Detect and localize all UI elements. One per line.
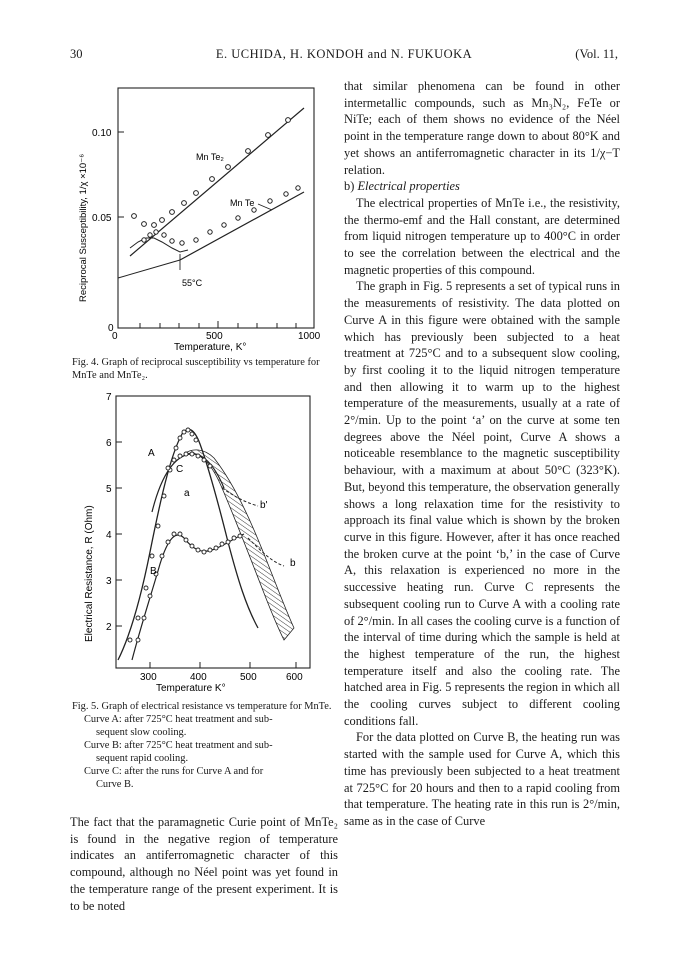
fig4-label-mnte: Mn Te [230,198,255,208]
fig5-x-tick-300: 300 [140,672,157,683]
fig4-low-curve [130,238,188,252]
fig5-curve-b-points [136,532,242,642]
fig4-y-axis-label: Reciprocal Susceptibility, 1/χ ×10⁻⁶ [78,153,89,302]
fig4-x-tick-1000: 1000 [298,331,321,342]
fig4-mnte-points [142,186,300,245]
fig5-caption-curve-a: Curve A: after 725°C heat treatment and sub- [84,714,273,725]
fig5-x-tick-400: 400 [190,672,207,683]
fig5-label-point-b-prime: b' [260,500,268,511]
fig5-y-tick-7: 7 [106,392,112,403]
fig4-y-tick-005: 0.05 [92,213,112,224]
fig5-y-tick-6: 6 [106,438,112,449]
fig5-label-point-a: a [184,488,190,499]
fig5-caption-curve-b-cont: sequent rapid cooling. [96,753,189,764]
fig5-x-tick-600: 600 [286,672,303,683]
fig5-x-axis-label: Temperature K° [156,683,226,694]
fig5-y-ticks [116,442,122,626]
fig5-curve-a [118,429,258,660]
fig4-label-mnte2: Mn Te₂ [196,152,224,162]
fig5-label-point-b: b [290,558,296,569]
section-subheading [344,178,620,195]
fig4-y-tick-010: 0.10 [92,128,112,139]
fig4-x-axis-label: Temperature, K° [174,342,247,352]
running-header [70,47,618,65]
figure-4 [72,80,336,352]
figure-5 [72,392,336,696]
page-number: 30 [70,47,83,61]
running-head-authors: E. UCHIDA, H. KONDOH and N. FUKUOKA [215,47,473,61]
fig4-x-tick-500: 500 [206,331,223,342]
fig5-x-ticks [150,662,296,668]
fig5-caption-curve-c: Curve C: after the runs for Curve A and for [84,766,264,777]
right-paragraph-3: The graph in Fig. 5 represents a set of typical runs in the measurements of resistivity. The data plotted on Curve A in this figure were obtained with the sample which has previously been subjected to a heat treatment at 725°C and to a subsequent slow cooling, by first cooling it to the liquid nitrogen temperature and then allowing it to warm up to the highest temperature of the measurements, usually at a rate of 2°/min. Up to the point ‘a’ on the curve at some ten degrees above the Néel point, Curve A shows a noticeable resemblance to the magnetic susceptibility behaviour, with a maximum at about 50°C (323°K). But, beyond this temperature, the observation generally shows a long relaxation time for the resistivity to approach its final value which is shown by the broken curve in this figure. However, after it has once reached the broken curve at the point ‘b,’ in the case of Curve A, this relaxation is experienced no more in the successive heating run. Curve C represents the subsequent cooling run to Curve A with a cooling rate of 2°/min. In all cases the cooling curve is a function of the interval of time during which the sample is held at the highest temperature of the run, the highest temperature itself and also the cooling rate. The hatched area in Fig. 5 represents the region in which all the cooling curves subject to different cooling conditions fall. [344,279,620,728]
right-paragraph-2: The electrical properties of MnTe i.e., the resistivity, the thermo-emf and the Hall constant, are determined from liquid nitrogen temperature up to 400°C in order to see the correlation between the electrical and the magnetic properties of this compound. [344,195,620,277]
left-column-text [70,814,338,914]
fig5-y-tick-5: 5 [106,484,112,495]
fig5-hatched-area [184,450,294,640]
fig4-x-ticks [140,321,296,328]
figure-5-caption [72,700,334,791]
fig4-x-tick-0: 0 [112,331,118,342]
fig4-mnte2-points [132,118,291,228]
fig5-label-b: B [150,566,157,577]
fig5-label-c: C [176,464,184,475]
fig4-mnte-extrap-line [118,260,180,278]
fig5-x-tick-500: 500 [240,672,257,683]
figure-4-caption: Fig. 4. Graph of reciprocal susceptibility vs temperature for MnTe and MnTe₂. [72,357,320,381]
right-paragraph-1: that similar phenomena can be found in other intermetallic compounds, such as Mn₃N₂, FeTe or NiTe; each of them shows no evidence of the Néel point in the temperature range down to about 80°K and yet shows an antiferromagnetic character in its 1/χ−T relation. [344,79,620,177]
fig4-y-tick-0: 0 [108,323,114,334]
fig4-mnte-pointer [258,204,272,210]
fig5-y-tick-4: 4 [106,530,112,541]
right-paragraph-4: For the data plotted on Curve B, the heating run was started with the sample used for Curve A, which this time has previously been subjected to a heat treatment at 725°C for 20 hours and then to a rapid cooling from that temperature. The heating rate in this run is 2°/min, same as in the case of Curve [344,730,620,828]
fig5-caption-curve-b: Curve B: after 725°C heat treatment and sub- [84,740,273,751]
fig5-curve-a-points [128,428,198,642]
fig5-y-axis-label: Electrical Resistance, R (Ohm) [84,505,95,642]
right-column-text [344,78,620,830]
fig5-y-tick-3: 3 [106,576,112,587]
fig5-caption-curve-a-cont: sequent slow cooling. [96,727,187,738]
subheading-prefix: b) [344,179,355,194]
fig5-label-a: A [148,448,155,459]
fig5-y-tick-2: 2 [106,622,112,633]
left-paragraph: The fact that the paramagnetic Curie point of MnTe₂ is found in the negative region of temperature indicates an antiferromagnetic character of this compound, although no Néel point was yet found in the temperature range of the present experiment. It is to be noted [70,815,338,913]
volume-label: (Vol. 11, [575,47,618,61]
fig4-y-ticks [118,132,124,217]
fig5-caption-title: Fig. 5. Graph of electrical resistance vs temperature for MnTe. [72,701,332,712]
fig5-caption-curve-c-cont: Curve B. [96,779,134,790]
fig4-annotation-55c: 55°C [182,278,203,288]
subheading-title: Electrical properties [357,179,460,194]
